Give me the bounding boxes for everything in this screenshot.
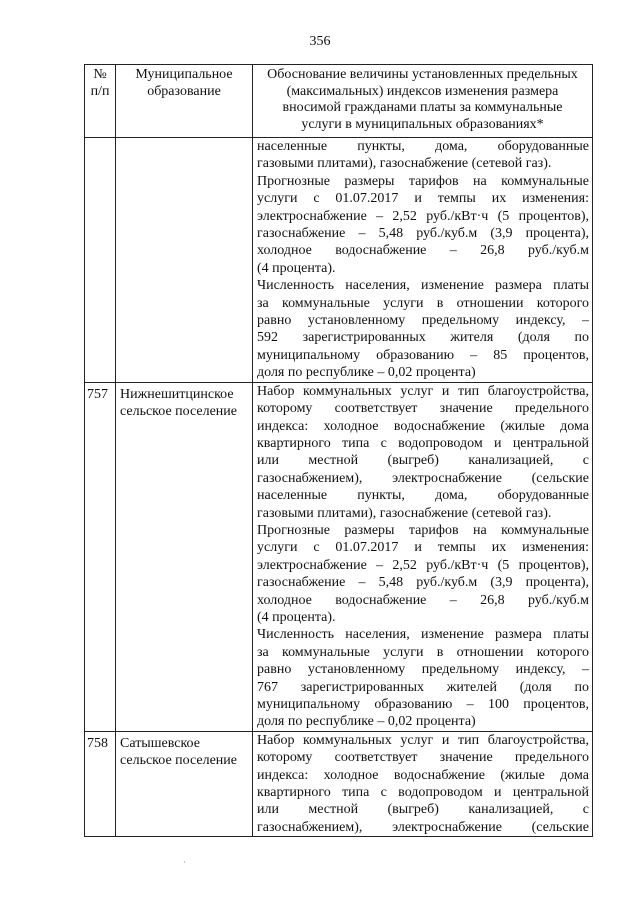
justification-line: электроснабжение – 2,52 руб./кВт·ч (5 процентов),	[257, 208, 589, 224]
justification-line: электроснабжение – 2,52 руб./кВт·ч (5 процентов),	[257, 557, 589, 573]
justification-line: населенные пункты, дома, оборудованные	[257, 488, 589, 504]
header-number-line: п/п	[90, 83, 110, 99]
row-number: 758	[85, 731, 116, 836]
justification-line: услуги с 01.07.2017 и темпы их изменения:	[257, 540, 589, 556]
scan-mark: ·	[183, 858, 186, 867]
justification-line: Прогнозные размеры тарифов на коммунальные	[257, 173, 589, 189]
row-number	[85, 138, 116, 383]
justification-line: квартирного типа с водопроводом и центральной	[257, 785, 589, 801]
row-justification	[253, 382, 593, 731]
justification-line: Численность населения, изменение размера платы	[257, 627, 589, 643]
table-row	[85, 731, 593, 836]
header-justification-line: услуги в муниципальных образованиях*	[301, 116, 544, 132]
header-number	[85, 65, 116, 138]
table-header-row	[85, 65, 593, 138]
justification-line: или местной (выгреб) канализацией, с	[257, 453, 589, 469]
justification-line: (4 процента).	[257, 609, 336, 625]
justification-line: 592 зарегистрированных жителя (доля по	[257, 330, 589, 346]
justification-line: индекса: холодное водоснабжение (жилые дома	[257, 767, 589, 783]
justification-line: Прогнозные размеры тарифов на коммунальные	[257, 522, 589, 538]
justification-line: газоснабжением), электроснабжение (сельские	[257, 819, 589, 835]
table-row	[85, 382, 593, 731]
row-municipality	[116, 138, 253, 383]
justification-line: газовыми плитами), газоснабжение (сетевой газ).	[257, 505, 552, 521]
justification-line: газоснабжением), электроснабжение (сельские	[257, 470, 589, 486]
justification-line: газовыми плитами), газоснабжение (сетевой газ).	[257, 156, 552, 172]
justification-line: за коммунальные услуги в отношении которого	[257, 295, 589, 311]
justification-line: которому соответствует значение предельного	[257, 750, 589, 766]
justification-line: за коммунальные услуги в отношении которого	[257, 644, 589, 660]
justification-line: или местной (выгреб) канализацией, с	[257, 802, 589, 818]
header-justification-line: вносимой гражданами платы за коммунальные	[282, 100, 563, 115]
justification-line: Набор коммунальных услуг и тип благоустройства,	[257, 383, 589, 399]
justification-line: 767 зарегистрированных жителей (доля по	[257, 679, 589, 695]
justification-line: холодное водоснабжение – 26,8 руб./куб.м	[257, 243, 589, 259]
municipality-line: Нижнешитцинское	[120, 386, 234, 402]
row-municipality	[116, 382, 253, 731]
header-justification-line: Обоснование величины установленных предельных	[267, 67, 578, 82]
tariff-table	[84, 64, 593, 837]
municipality-line: сельское поселение	[120, 403, 237, 419]
justification-line: квартирного типа с водопроводом и центральной	[257, 435, 589, 451]
justification-line: равно установленному предельному индексу, –	[257, 313, 589, 329]
justification-line: индекса: холодное водоснабжение (жилые дома	[257, 418, 589, 434]
header-number-line: №	[93, 67, 107, 82]
justification-line: газоснабжение – 5,48 руб./куб.м (3,9 процента),	[257, 575, 589, 591]
justification-line: муниципальному образованию – 85 процентов,	[257, 347, 589, 363]
header-municipality-line: Муниципальное	[135, 67, 233, 82]
municipality-line: сельское поселение	[120, 752, 237, 768]
justification-line: услуги с 01.07.2017 и темпы их изменения:	[257, 191, 589, 207]
justification-line: Численность населения, изменение размера платы	[257, 278, 589, 294]
justification-line: доля по республике – 0,02 процента)	[257, 365, 476, 381]
justification-line: которому соответствует значение предельного	[257, 401, 589, 417]
row-justification	[253, 731, 593, 836]
justification-line: доля по республике – 0,02 процента)	[257, 714, 476, 730]
header-municipality	[116, 65, 253, 138]
justification-line: (4 процента).	[257, 260, 336, 276]
page-number: 356	[309, 34, 331, 49]
municipality-line: Сатышевское	[120, 735, 200, 751]
header-justification-line: (максимальных) индексов изменения размера	[286, 83, 559, 99]
justification-line: холодное водоснабжение – 26,8 руб./куб.м	[257, 592, 589, 608]
row-justification	[253, 138, 593, 383]
row-number: 757	[85, 382, 116, 731]
header-justification	[253, 65, 593, 138]
table-row	[85, 138, 593, 383]
justification-line: населенные пункты, дома, оборудованные	[257, 139, 589, 154]
header-municipality-line: образование	[147, 83, 221, 99]
row-municipality	[116, 731, 253, 836]
justification-line: газоснабжение – 5,48 руб./куб.м (3,9 процента),	[257, 226, 589, 242]
justification-line: равно установленному предельному индексу, –	[257, 662, 589, 678]
justification-line: муниципальному образованию – 100 процентов,	[257, 697, 589, 712]
justification-line: Набор коммунальных услуг и тип благоустройства,	[257, 732, 589, 748]
